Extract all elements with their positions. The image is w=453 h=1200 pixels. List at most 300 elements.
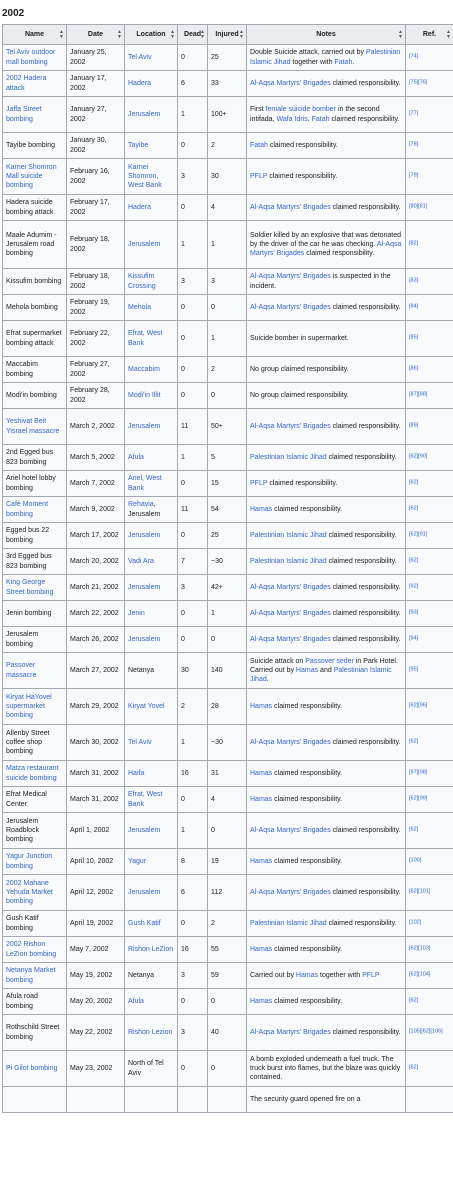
cell-notes (247, 963, 406, 989)
cell-dead (178, 1087, 208, 1113)
cell-name-text: Efrat Medical Center (6, 791, 47, 808)
cell-location-link[interactable]: Yagur (128, 857, 147, 865)
cell-date: March 20, 2002 (67, 549, 125, 575)
cell-name (3, 849, 67, 875)
table-row (3, 97, 453, 133)
cell-name (3, 787, 67, 813)
cell-dead: 16 (178, 761, 208, 787)
cell-injured: 2 (208, 133, 247, 159)
cell-name-link[interactable]: 2002 Mahane Yehuda Market bombing (6, 879, 53, 906)
cell-date: February 22, 2002 (67, 321, 125, 357)
cell-name-link[interactable]: King George Street bombing (6, 579, 54, 596)
cell-date: February 27, 2002 (67, 357, 125, 383)
reference-link[interactable]: [75][76] (409, 79, 428, 86)
cell-location-link[interactable]: Maccabim (128, 365, 160, 373)
reference-link[interactable]: [62][91] (409, 531, 428, 538)
cell-notes-text: claimed responsibility. (272, 997, 343, 1005)
cell-notes (247, 1051, 406, 1087)
reference-link[interactable]: [93] (409, 609, 419, 616)
cell-name (3, 1051, 67, 1087)
cell-notes-link[interactable]: Al-Aqsa Martyrs' Brigades (250, 635, 331, 643)
table-row (3, 937, 453, 963)
cell-name (3, 133, 67, 159)
cell-location-text: North of Tel Aviv (128, 1060, 164, 1077)
cell-location (125, 45, 178, 71)
cell-notes-link[interactable]: Al-Aqsa Martyrs' Brigades (250, 609, 331, 617)
cell-dead: 0 (178, 133, 208, 159)
cell-notes-text: in Park Hotel. Carried out by (250, 657, 398, 674)
column-header-name[interactable] (3, 25, 67, 45)
cell-date: March 9, 2002 (67, 497, 125, 523)
cell-notes-text: Double Suicide attack, carried out by (250, 49, 366, 57)
cell-notes-link[interactable]: Palestinian Islamic Jihad (250, 557, 327, 565)
sort-arrows-icon[interactable]: ▲ ▼ (446, 28, 451, 40)
cell-name-link[interactable]: Yagur Junction bombing (6, 853, 53, 870)
reference-link[interactable]: [78] (409, 141, 419, 148)
cell-name-text: Maale Adumim - Jerusalem road bombing (6, 231, 57, 258)
sort-arrows-icon[interactable]: ▲ ▼ (59, 28, 64, 40)
cell-dead: 0 (178, 1051, 208, 1087)
cell-notes-text: A bomb exploded underneath a fuel truck. The truck burst into flames, but the blaze was quickly contained. (250, 1055, 401, 1082)
column-header-notes[interactable] (247, 25, 406, 45)
cell-notes (247, 471, 406, 497)
cell-notes-link[interactable]: Al-Aqsa Martyrs' Brigades (250, 888, 331, 896)
cell-name-link[interactable]: Matza restaurant suicide bombing (6, 765, 59, 782)
cell-injured: 25 (208, 45, 247, 71)
cell-dead: 1 (178, 725, 208, 761)
cell-notes-link[interactable]: Hamas (250, 997, 273, 1005)
cell-location-link[interactable]: Jerusalem (128, 635, 161, 643)
cell-date: May 22, 2002 (67, 1015, 125, 1051)
cell-location (125, 601, 178, 627)
reference-link[interactable]: [105][62][106] (409, 1028, 443, 1035)
cell-location (125, 627, 178, 653)
reference-link[interactable]: [62][104] (409, 971, 431, 978)
cell-location-link[interactable]: Jerusalem (128, 826, 161, 834)
cell-date: January 17, 2002 (67, 71, 125, 97)
reference-link[interactable]: [92] (409, 583, 419, 590)
cell-notes-link[interactable]: Al-Aqsa Martyrs' Brigades (250, 203, 331, 211)
cell-notes-text: together with (318, 971, 363, 979)
column-header-label: Injured (215, 30, 239, 38)
table-row (3, 575, 453, 601)
cell-name-text: Rothschild Street bombing (6, 1024, 60, 1041)
cell-location-link[interactable]: Ariel, West Bank (128, 475, 162, 492)
cell-notes (247, 523, 406, 549)
reference-link[interactable]: [62][103] (409, 945, 431, 952)
cell-notes-link[interactable]: Palestinian Islamic Jihad (250, 453, 327, 461)
cell-location-link[interactable]: Tayibe (128, 141, 149, 149)
cell-dead: 11 (178, 409, 208, 445)
cell-notes-link[interactable]: Palestinian Islamic Jihad (250, 531, 327, 539)
reference-link[interactable]: [62] (409, 479, 419, 486)
cell-notes-text: . (266, 676, 269, 684)
table-row (3, 357, 453, 383)
column-header-location[interactable] (125, 25, 178, 45)
cell-notes-text: Carried out by (250, 971, 296, 979)
cell-injured: 55 (208, 937, 247, 963)
cell-location-link[interactable]: Tel Aviv (128, 53, 152, 61)
cell-ref (406, 653, 453, 689)
cell-name (3, 813, 67, 849)
cell-notes-link[interactable]: Palestinian Islamic Jihad (250, 49, 401, 66)
cell-notes (247, 627, 406, 653)
cell-name-link[interactable]: Pi Gilot bombing (6, 1064, 58, 1072)
cell-name (3, 601, 67, 627)
table-row (3, 445, 453, 471)
cell-name (3, 627, 67, 653)
cell-name (3, 549, 67, 575)
cell-date: May 7, 2002 (67, 937, 125, 963)
cell-ref (406, 849, 453, 875)
table-row (3, 849, 453, 875)
reference-link[interactable]: [83] (409, 277, 419, 284)
cell-location (125, 813, 178, 849)
cell-ref (406, 627, 453, 653)
cell-notes (247, 1015, 406, 1051)
reference-link[interactable]: [82] (409, 240, 419, 247)
cell-injured: 1 (208, 601, 247, 627)
table-row (3, 295, 453, 321)
attacks-table (2, 24, 453, 1113)
cell-notes-link[interactable]: Al-Aqsa Martyrs' Brigades (250, 826, 331, 834)
cell-date: February 18, 2002 (67, 269, 125, 295)
cell-location-link[interactable]: Haifa (128, 769, 145, 777)
cell-location (125, 849, 178, 875)
cell-location-link[interactable]: Jerusalem (128, 240, 161, 248)
cell-notes (247, 133, 406, 159)
cell-date: February 28, 2002 (67, 383, 125, 409)
cell-date: March 21, 2002 (67, 575, 125, 601)
cell-notes-link[interactable]: Hamas (295, 971, 319, 979)
cell-name (3, 575, 67, 601)
cell-name-link[interactable]: 2002 Rishon LeZion bombing (6, 941, 57, 958)
cell-notes-link[interactable]: Al-Aqsa Martyrs' Brigades (250, 738, 331, 746)
cell-name (3, 97, 67, 133)
section-heading: 2002 (2, 8, 25, 19)
reference-link[interactable]: [85] (409, 334, 419, 341)
cell-injured: 2 (208, 357, 247, 383)
cell-notes-link[interactable]: Hamas (250, 945, 273, 953)
cell-notes (247, 813, 406, 849)
cell-ref (406, 1015, 453, 1051)
cell-name-text: Egged bus 22 bombing (6, 527, 50, 544)
cell-notes (247, 409, 406, 445)
cell-location (125, 471, 178, 497)
sort-arrows-icon[interactable]: ▲ ▼ (200, 28, 205, 40)
cell-location-link[interactable]: Gush Katif (128, 919, 161, 927)
table-row (3, 549, 453, 575)
cell-name (3, 989, 67, 1015)
reference-link[interactable]: [62] (409, 997, 419, 1004)
cell-notes-link[interactable]: Al-Aqsa Martyrs' Brigades (250, 240, 402, 258)
column-header-date[interactable] (67, 25, 125, 45)
reference-link[interactable]: [86] (409, 365, 419, 372)
cell-date: February 18, 2002 (67, 221, 125, 269)
cell-name-link[interactable]: Passover massacre (6, 662, 37, 679)
cell-dead: 0 (178, 45, 208, 71)
cell-injured: 4 (208, 787, 247, 813)
table-row (3, 269, 453, 295)
reference-link[interactable]: [100] (409, 857, 422, 864)
cell-date: March 31, 2002 (67, 787, 125, 813)
cell-name-link[interactable]: Jaffa Street bombing (6, 106, 42, 123)
cell-ref (406, 989, 453, 1015)
column-header-ref[interactable] (406, 25, 453, 45)
cell-name-link[interactable]: Tel Aviv outdoor mall bombing (6, 49, 56, 66)
cell-notes (247, 989, 406, 1015)
cell-notes-text: is suspected in the incident. (250, 273, 391, 290)
cell-dead: 1 (178, 221, 208, 269)
cell-dead: 0 (178, 627, 208, 653)
reference-link[interactable]: [74] (409, 53, 419, 60)
cell-name (3, 761, 67, 787)
cell-notes-link[interactable]: Hamas (250, 769, 273, 777)
cell-name (3, 45, 67, 71)
cell-location-link[interactable]: Jerusalem (128, 888, 161, 896)
cell-ref (406, 689, 453, 725)
cell-name (3, 471, 67, 497)
cell-notes-link[interactable]: Hamas (250, 857, 273, 865)
cell-location-link[interactable]: Jerusalem (128, 583, 161, 591)
cell-injured: 50+ (208, 409, 247, 445)
cell-ref (406, 725, 453, 761)
reference-link[interactable]: [62] (409, 826, 419, 833)
cell-dead: 8 (178, 849, 208, 875)
reference-link[interactable]: [62] (409, 505, 419, 512)
cell-name-text: Allenby Street coffee shop bombing (6, 729, 50, 756)
cell-notes-link[interactable]: Fatah (250, 141, 268, 149)
cell-name-text: Jerusalem Roadblock bombing (6, 817, 40, 844)
cell-name (3, 195, 67, 221)
cell-ref (406, 159, 453, 195)
cell-notes-link[interactable]: Hamas (250, 505, 273, 513)
table-row (3, 627, 453, 653)
cell-name (3, 1087, 67, 1113)
cell-notes-link[interactable]: Hamas (295, 666, 319, 674)
cell-notes-text: claimed responsibility. (267, 172, 338, 180)
reference-link[interactable]: [62][96] (409, 702, 428, 709)
reference-link[interactable]: [89] (409, 422, 419, 429)
cell-name (3, 963, 67, 989)
cell-location-link[interactable]: Jenin (128, 609, 145, 617)
cell-dead: 3 (178, 1015, 208, 1051)
cell-notes-text: claimed responsibility. (330, 1028, 401, 1036)
cell-dead: 0 (178, 195, 208, 221)
reference-link[interactable]: [62] (409, 557, 419, 564)
cell-notes-link[interactable]: PFLP (362, 971, 380, 979)
cell-injured: 54 (208, 497, 247, 523)
cell-location-link[interactable]: Kiryat Yovel (128, 702, 165, 710)
cell-name (3, 269, 67, 295)
cell-location-link[interactable]: Karnei Shomron, West Bank (128, 163, 162, 190)
reference-link[interactable]: [87][88] (409, 391, 428, 398)
cell-injured: 15 (208, 471, 247, 497)
cell-notes-text: Suicide attack on (250, 657, 306, 665)
cell-location-link[interactable]: Vadi Ara (128, 557, 154, 565)
table-row (3, 221, 453, 269)
cell-location-link[interactable]: Jerusalem (128, 110, 161, 118)
cell-location-text: Netanya (128, 971, 155, 979)
cell-location-link[interactable]: Mehola (128, 303, 151, 311)
cell-notes (247, 445, 406, 471)
reference-link[interactable]: [62][101] (409, 888, 431, 895)
cell-location (125, 269, 178, 295)
reference-link[interactable]: [79] (409, 172, 419, 179)
cell-notes (247, 321, 406, 357)
cell-dead: 7 (178, 549, 208, 575)
cell-notes-text: claimed responsibility. (330, 303, 401, 311)
cell-notes-text: claimed responsibility. (330, 422, 401, 430)
cell-notes-link[interactable]: Palestinian Islamic Jihad (250, 919, 327, 927)
cell-name (3, 911, 67, 937)
sort-arrows-icon[interactable]: ▲ ▼ (170, 28, 175, 40)
cell-notes-link[interactable]: Palestinian Islamic Jihad (250, 666, 392, 684)
cell-notes-text: claimed responsibility. (326, 453, 397, 461)
cell-name-link[interactable]: 2002 Hadera attack (6, 75, 47, 92)
cell-notes-link[interactable]: PFLP (250, 479, 268, 487)
cell-location-link[interactable]: Rehavia (128, 501, 154, 509)
cell-notes-link[interactable]: PFLP (250, 172, 268, 180)
cell-notes (247, 725, 406, 761)
reference-link[interactable]: [62] (409, 1064, 419, 1071)
cell-location (125, 133, 178, 159)
cell-name-text: Gush Katif bombing (6, 915, 39, 932)
cell-notes-link[interactable]: Passover seder (305, 657, 354, 665)
cell-dead: 3 (178, 159, 208, 195)
cell-notes-link[interactable]: Al-Aqsa Martyrs' Brigades (250, 583, 331, 591)
reference-link[interactable]: [62] (409, 738, 419, 745)
cell-name-text: Kissufim bombing (6, 277, 62, 285)
cell-notes-text: The security guard opened fire on a (250, 1095, 361, 1103)
cell-notes (247, 97, 406, 133)
cell-location-link[interactable]: Tel Aviv (128, 738, 152, 746)
reference-link[interactable]: [80][81] (409, 203, 428, 210)
cell-location-link[interactable]: Efrat, West Bank (128, 791, 163, 808)
cell-name (3, 1015, 67, 1051)
cell-location (125, 295, 178, 321)
cell-injured: 40 (208, 1015, 247, 1051)
reference-link[interactable]: [77] (409, 110, 419, 117)
cell-notes (247, 911, 406, 937)
cell-ref (406, 195, 453, 221)
column-header-dead[interactable] (178, 25, 208, 45)
cell-name (3, 221, 67, 269)
cell-name-text: 3rd Egged bus 823 bombing (6, 553, 52, 570)
cell-date: March 29, 2002 (67, 689, 125, 725)
column-header-injured[interactable] (208, 25, 247, 45)
cell-location-link[interactable]: Hadera (128, 203, 151, 211)
reference-link[interactable]: [95] (409, 666, 419, 673)
cell-name-link[interactable]: Karnei Shomron Mall suicide bombing (6, 163, 57, 190)
cell-name-link[interactable]: Café Moment bombing (6, 501, 49, 518)
reference-link[interactable]: [94] (409, 635, 419, 642)
cell-name (3, 523, 67, 549)
reference-link[interactable]: [97][98] (409, 769, 428, 776)
cell-injured: 0 (208, 1051, 247, 1087)
reference-link[interactable]: [62][90] (409, 453, 428, 460)
cell-location (125, 445, 178, 471)
cell-location-text: Netanya (128, 666, 155, 674)
cell-name-link[interactable]: Kiryat HaYovel supermarket bombing (6, 693, 52, 720)
cell-location-link[interactable]: Rishon Lezion (128, 1028, 173, 1036)
cell-ref (406, 523, 453, 549)
cell-location-link[interactable]: Jerusalem (128, 531, 161, 539)
cell-notes-text: and (318, 666, 334, 674)
cell-notes-text: claimed responsibility. (330, 203, 401, 211)
reference-link[interactable]: [62][99] (409, 795, 428, 802)
cell-notes-text: claimed responsibility. (330, 635, 401, 643)
cell-notes-link[interactable]: Al-Aqsa Martyrs' Brigades (250, 273, 331, 281)
cell-notes-link[interactable]: Al-Aqsa Martyrs' Brigades (250, 422, 331, 430)
reference-link[interactable]: [102] (409, 919, 422, 926)
cell-location-link[interactable]: Kissufim Crossing (128, 273, 156, 290)
cell-name-link[interactable]: Yeshivat Beit Yisrael massacre (6, 418, 60, 435)
cell-location-link[interactable]: Modi'in Illit (128, 391, 161, 399)
cell-notes (247, 1087, 406, 1113)
cell-notes-link[interactable]: Al-Aqsa Martyrs' Brigades (250, 79, 331, 87)
sort-arrows-icon[interactable]: ▲ ▼ (239, 28, 244, 40)
cell-location-link[interactable]: Afula (128, 997, 144, 1005)
cell-notes-text: Soldier killed by an explosive that was detonated by the driver of the car he was checking. (250, 231, 401, 248)
cell-name-link[interactable]: Netanya Market bombing (6, 967, 56, 984)
cell-location (125, 963, 178, 989)
cell-injured: 5 (208, 445, 247, 471)
cell-date: March 22, 2002 (67, 601, 125, 627)
cell-dead: 3 (178, 963, 208, 989)
cell-injured: 1 (208, 321, 247, 357)
cell-notes-text: claimed responsibility. (267, 479, 338, 487)
sort-arrows-icon[interactable]: ▲ ▼ (398, 28, 403, 40)
cell-location-link[interactable]: Efrat, West Bank (128, 330, 163, 347)
cell-injured: 0 (208, 813, 247, 849)
cell-notes-text: claimed responsibility. (272, 769, 343, 777)
cell-notes (247, 849, 406, 875)
table-row (3, 321, 453, 357)
cell-notes (247, 71, 406, 97)
sort-arrows-icon[interactable]: ▲ ▼ (117, 28, 122, 40)
cell-ref (406, 761, 453, 787)
cell-notes-link[interactable]: Fatah (311, 115, 330, 123)
cell-injured: 31 (208, 761, 247, 787)
cell-ref (406, 875, 453, 911)
cell-location-link[interactable]: Rishon LeZion (128, 945, 174, 953)
cell-notes-link[interactable]: Wafa Idris (276, 115, 308, 123)
cell-notes-link[interactable]: Hamas (250, 795, 273, 803)
cell-notes-link[interactable]: Al-Aqsa Martyrs' Brigades (250, 303, 331, 311)
cell-name (3, 383, 67, 409)
cell-notes-text: claimed responsibility. (330, 888, 401, 896)
cell-notes-text: . (352, 58, 355, 66)
cell-name-text: Hadera suicide bombing attack (6, 199, 54, 216)
cell-dead: 1 (178, 445, 208, 471)
cell-notes-link[interactable]: female suicide bomber (265, 106, 336, 114)
cell-location-link[interactable]: Afula (128, 453, 144, 461)
cell-location-link[interactable]: Jerusalem (128, 422, 161, 430)
cell-notes-text: in the second intifada, (250, 106, 380, 123)
reference-link[interactable]: [84] (409, 303, 419, 310)
cell-notes-link[interactable]: Hamas (250, 702, 273, 710)
cell-name-text: 2nd Egged bus 823 bombing (6, 449, 54, 466)
cell-notes-link[interactable]: Al-Aqsa Martyrs' Brigades (250, 1028, 331, 1036)
cell-date: March 5, 2002 (67, 445, 125, 471)
cell-name (3, 321, 67, 357)
column-header-label: Notes (316, 30, 336, 38)
cell-injured: 42+ (208, 575, 247, 601)
cell-location-link[interactable]: Hadera (128, 79, 151, 87)
column-header-label: Date (87, 30, 104, 38)
cell-notes-link[interactable]: Fatah (334, 58, 353, 66)
